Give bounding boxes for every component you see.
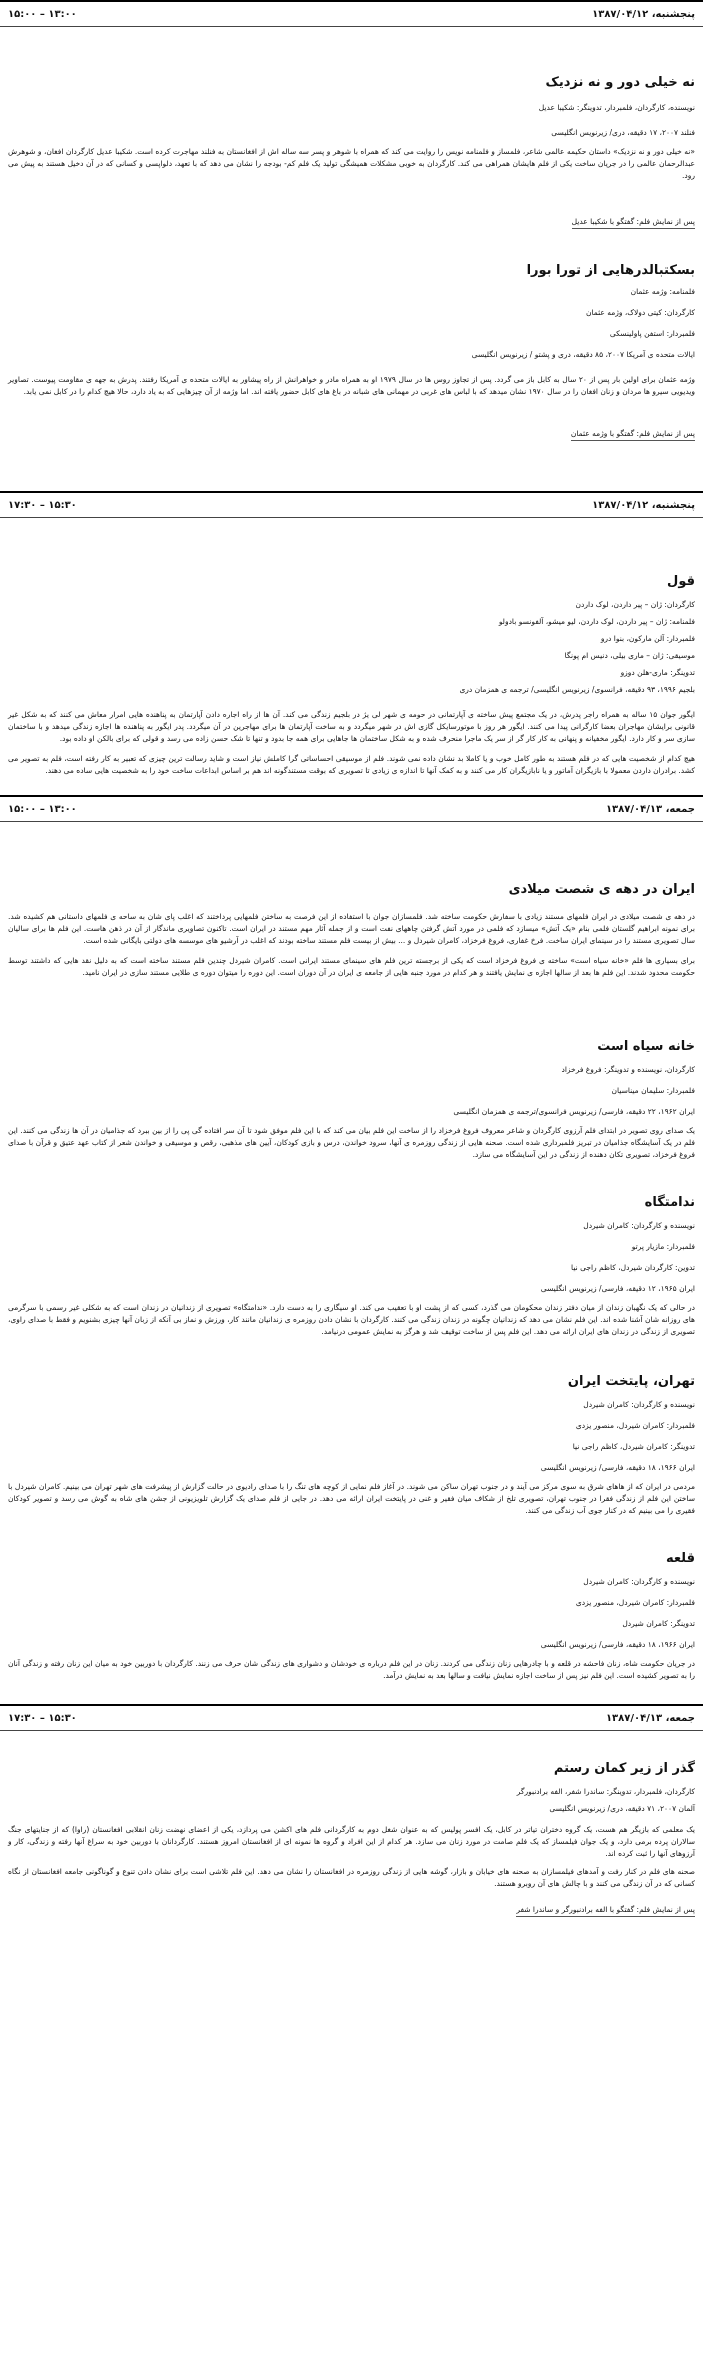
film-credit: ایالات متحده ی آمریکا ۲۰۰۷، ۸۵ دقیقه، دری و پشتو / زیرنویس انگلیسی <box>471 350 695 359</box>
day-time: ۱۵:۰۰ – ۱۳:۰۰ <box>8 804 77 815</box>
film-credit: فنلند ۲۰۰۷، ۱۷ دقیقه، دری/ زیرنویس انگلیسی <box>551 128 695 137</box>
film-synopsis: مردمی در ایران که از هاهای شرق به سوی مرکز می آیند و در جنوب تهران ساکن می شوند. در آغاز فلم نمایی از کوچه های تنگ را با صدای رادیوی در حالت گزارش از پیشرفت های شهر تهران می بینیم. کامران شیردل با ساختن این فلم از زندگی فقرا در جنوب تهران، تصویری تلخ از شکاف میان فقیر و غنی در پایتخت ایران ارائه می دهد. در جایی از فلم صدای یک گزارش تلویزیونی از جشن های شاه به گوش می رسد و تصویر کودکان فقیری را می بینیم که در کنار جوی آب زندگی می کنند. <box>8 1482 695 1515</box>
film-credit: نویسنده و کارگردان: کامران شیردل <box>583 1577 695 1586</box>
film-synopsis: در حالی که یک نگهبان زندان از میان دفتر زندان محکومان می گذرد، کسی که از پشت او با تعقیب می کند. او سیگاری را به دست دارد. «ندامتگاه» تصویری از زندانیان در زندان است که به شکلی غیر رسمی با سرگرمی های روزانه شان آشنا شده اند. این فلم نشان می دهد که زندانیان چگونه در زندان زندگی می کنند. کارگردان با نشان دادن روزمره ی زندانیان مانند کار، ورزش و نماز بی آنکه از زبان آنها چیزی بشنویم و فقط با صدای راوی، تصویری از زندگی در زندان های ایران ارائه می دهد. این فلم پس از ساخت توقیف شد و هرگز به نمایش عمومی درنیامد. <box>8 1303 695 1336</box>
after-screening-qa: پس از نمایش فلم: گفتگو با شکیبا عدیل <box>572 216 695 229</box>
film-credit: بلجیم ۱۹۹۶، ۹۳ دقیقه، فرانسوی/ زیرنویس انگلیسی/ ترجمه ی همزمان دری <box>459 685 695 694</box>
film-entry <box>0 983 703 1161</box>
film-title: ایران در دهه ی شصت میلادی <box>508 882 695 897</box>
after-screening-qa: پس از نمایش فلم: گفتگو با وژمه عثمان <box>571 428 695 441</box>
day-time: ۱۵:۰۰ – ۱۳:۰۰ <box>8 9 77 20</box>
film-synopsis: یک صدای روی تصویر در ابتدای فلم آرزوی کارگردان و شاعر معروف فروغ فرخزاد را از ساخت این فلم بیان می کند که با این فلم موفق شود تا آن سر افتاده گی پی را از بین ببرد که جذامیان در آن ها زندگی می کنند. این فلم در یک آسایشگاه جذامیان در تبریز فلمبرداری شده است. صحنه هایی از زندگی روزمره ی آنها، سرود خواندن، درس و بازی کودکان، آیین های مذهبی، رقص و موسیقی و خواندن شعر از کتاب عهد عتیق و قرآن با صدای فروغ فرخزاد، تصویری تکان دهنده از زندگی در این آسایشگاه می سازد. <box>8 1126 695 1159</box>
film-synopsis: وژمه عثمان برای اولین بار پس از ۲۰ سال به کابل باز می گردد. پس از تجاوز روس ها در سال ۱۹۷۹ او به همراه مادر و خواهرانش از راه پیشاور به ایالات متحده ی آمریکا رفتند. پدرش به جهه ی مقاومت پیوست. تصاویر ویدیویی سیرو ها مردان و زنان افغان را در سال ۱۹۷۰ نشان میدهد که با لباس های غربی در مهمانی های شبانه در باغ های کابل حضور یافته اند. اما وژمه از آن چیزهایی که به یاد دارد، حالا هیچ کدام را در کابل نمی یابد. <box>8 375 695 396</box>
film-entry <box>0 1731 703 1917</box>
film-credit: ایران ۱۹۶۵، ۱۲ دقیقه، فارسی/ زیرنویس انگلیسی <box>540 1284 695 1293</box>
day-time: ۱۷:۳۰ – ۱۵:۳۰ <box>8 1713 77 1724</box>
film-entry <box>0 27 703 229</box>
film-credit: ایران ۱۹۶۶، ۱۸ دقیقه، فارسی/ زیرنویس انگلیسی <box>540 1463 695 1472</box>
film-credit: فلمبردار: استفن پاولینسکی <box>609 329 695 338</box>
film-credit: فلمبردار: کامران شیردل، منصور یزدی <box>575 1421 695 1430</box>
film-title: قلعه <box>665 1551 695 1566</box>
day-date: پنجشنبه، ۱۳۸۷/۰۴/۱۲ <box>592 500 695 511</box>
film-synopsis: در دهه ی شصت میلادی در ایران فلمهای مستند زیادی با سفارش حکومت ساخته شد. فلمسازان جوان با استفاده از این فرصت به ساختن فلمهایی پرداختند که اغلب پای شان به ساحه ی فلمهای داستانی هم کشیده شد. برای نمونه ابراهیم گلستان فلمی بنام «یک آتش» میسازد که فلمی در مورد آتش گرفتن چاههای نفت است و از جمله آثار مهم مستند در ایران است. تاکنون تصاویری ماندگار از آن در ذهن هاست. این فلم ها برای سالیان سال تصویری مستند را در سینمای ایران ساخت. فرخ غفاری، فروغ فرخزاد، کامران شیردل و ... بیش از بیست فلم مستند ساخته بودند که اغلب در آرشیو های موسسه های دولتی بایگانی شده است. <box>8 912 695 945</box>
film-synopsis: برای بسیاری ها فلم «خانه سیاه است» ساخته ی فروغ فرخزاد است که یکی از برجسته ترین فلم های سینمای مستند ایرانی است. کامران شیردل چندین فلم مستند ساخته است که به دلیل نقد هایی که داشتند توسط حکومت محدود شدند. این فلم ها بعد از سالها اجازه ی نمایش یافتند و هر کدام در مورد جنبه هایی از جامعه ی ایران در آن دوران است. این دوره را میتوان دوره ی طلایی مستند سازی در ایران نامید. <box>8 956 695 977</box>
film-entry <box>0 1521 703 1682</box>
film-credit: کارگردان: ژان – پیر داردن، لوک داردن <box>575 600 695 609</box>
film-credit: نویسنده، کارگردان، فلمبردار، تدوینگر: شکیبا عدیل <box>538 103 695 112</box>
film-synopsis: در جریان حکومت شاه، زنان فاحشه در قلعه و با چادرهایی زنان زندگی می کردند. زنان در این فلم درباره ی خودشان و دشواری های زندگی شان حرف می زنند. کارگردان با دوربین خود به میان این زنان رفته و زندگی آنان را به تصویر کشیده است. این فلم نیز پس از ساخت اجازه نمایش نیافت و سالها بعد به نمایش درآمد. <box>8 1659 695 1680</box>
film-credit: ایران ۱۹۶۲، ۲۲ دقیقه، فارسی/ زیرنویس فرانسوی/ترجمه ی همزمان انگلیسی <box>453 1107 695 1116</box>
film-credit: کارگردان: کیتی دولاک، وژمه عثمان <box>585 308 695 317</box>
film-credit: تدوینگر: کامران شیردل <box>622 1619 695 1628</box>
film-title: ندامتگاه <box>644 1195 695 1210</box>
film-entry <box>0 518 703 777</box>
film-credit: فلمبردار: مازیار پرتو <box>631 1242 695 1251</box>
film-credit: فلمنامه: وژمه عثمان <box>630 287 695 296</box>
film-synopsis: صحنه های فلم در کنار رفت و آمدهای فیلمسازان به صحنه های خیابان و بازار، گوشه هایی از زندگی روزمره در افغانستان را نشان می دهد. این فلم تلاشی است برای نشان دادن تنوع و گوناگونی جامعه افغانستان از نگاه کسانی که در آن زندگی می کنند و با چالش های آن روبرو هستند. <box>8 1867 695 1888</box>
day-date: پنجشنبه، ۱۳۸۷/۰۴/۱۲ <box>592 9 695 20</box>
film-credit: نویسنده و کارگردان: کامران شیردل <box>583 1221 695 1230</box>
day-date: جمعه، ۱۳۸۷/۰۴/۱۳ <box>605 804 695 815</box>
day-time: ۱۷:۳۰ – ۱۵:۳۰ <box>8 500 77 511</box>
film-title: گذر از زیر کمان رستم <box>553 1761 695 1776</box>
film-title: تهران، پایتخت ایران <box>567 1374 695 1389</box>
film-title: بسکتبالدرهایی از تورا بورا <box>526 263 695 278</box>
film-credit: ایران ۱۹۶۶، ۱۸ دقیقه، فارسی/ زیرنویس انگلیسی <box>540 1640 695 1649</box>
film-synopsis: «نه خیلی دور و نه نزدیک» داستان حکیمه عالمی شاعر، فلمساز و فلمنامه نویس را روایت می کند که همراه با شوهر و پسر سه ساله اش از افغانستان به فنلند مهاجرت کرده است. شکیبا عدیل کارگردان افغان، و شوهرش عبدالرحمان عالمی را در جریان ساخت یکی از فلم هایشان همراهی می کند. کارگردان به خوبی مشکلات همیشگی تولید یک فلم کم- بودجه را نشان می دهد که با تعهد، دلواپسی و کسانی که در آن دخیل هستند به پیش می رود. <box>8 147 695 180</box>
film-credit: تدوینگر: کامران شیردل، کاظم راجی نیا <box>572 1442 695 1451</box>
film-synopsis: هیچ کدام از شخصیت هایی که در فلم هستند به طور کامل خوب و یا کاملا بد نشان داده نمی شوند. فلم از موسیقی احساساتی گرا کاملش نیاز است و شاید رسالت ترین چیزی که تعبیر به کار رفته است، فلم به تصویر می کشد. برادران داردن معمولا با بازیگران آماتور و یا نابازیگران کار می کنند و به کمک آنها تا اندازه ی زیادی تا تصویری که بوقت مستندگونه اند هم بر اساس ابداعات ساخت خود را به شخصیت هایی ساده می دهند. <box>8 754 695 775</box>
film-credit: فلمبردار: کامران شیردل، منصور یزدی <box>575 1598 695 1607</box>
day-header <box>0 0 703 27</box>
film-credit: فلمنامه: ژان – پیر داردن، لوک داردن، لیو میشو، آلفونسو بادولو <box>498 617 695 626</box>
film-synopsis: ایگور جوان ۱۵ ساله به همراه راجر پدرش، در یک مجتمع پیش ساخته ی آپارتمانی در حومه ی شهر لی یژ در بلجیم زندگی می کند. آن ها از راه اجاره دادن آپارتمان به پناهنده هایی امرار معاش می کنند که به شکل غیر قانونی برایشان مهاجران بعضا کارگرانی پیدا می کنند. ایگور هر روز با موتورسایکل گازی اش در شهر میگردد و به ساخت آپارتمان ها برای مهاجرین در آن میگردد. پدر ایگور به پناهنده ها اجازه زندگی میدهد و با ساختمان سازی سر و کار دارد. ایگور مخفیانه و پنهانی به کار کار گر از سر یک ماجرا منحرف شده و به شکل ساختمان ها جاهایی برای همه جا بدود و تنها تا شک حسن زاده می رسد و قولی که برای بالکن او داده بود. <box>8 710 695 743</box>
day-header <box>0 1704 703 1731</box>
film-entry <box>0 229 703 471</box>
film-synopsis: یک معلمی که بازیگر هم هست، یک گروه دختران تیاتر در کابل، یک افسر پولیس که به عنوان شغل دوم به کارگردانی فلم های اکشن می پردازد، یکی از اعضای نهضت زنان انقلابی افغانستان (راوا) که از جنایتهای جنگ سالاران پرده برمی دارد، و یک جوان فیلمساز که یک فلم صامت در مورد زنان می سازد. هر کدام از این افراد و گروه ها نمونه ای از افغانستان امروز هستند. کارگردانان با دوربین خود به سراغ آنها رفته و زندگی، کار و آرزوهای آنها را ثبت کرده اند. <box>8 1825 695 1858</box>
film-title: نه خیلی دور و نه نزدیک <box>545 75 695 90</box>
film-credit: فلمبردار: سلیمان میناسیان <box>611 1086 695 1095</box>
film-credit: تدوین: کارگردان شیردل، کاظم راجی نیا <box>571 1263 695 1272</box>
film-title: خانه سیاه است <box>597 1039 695 1054</box>
day-header <box>0 795 703 822</box>
film-credit: فلمبردار: آلن مارکون، بنوا درو <box>600 634 695 643</box>
film-title: قول <box>667 574 695 589</box>
after-screening-qa: پس از نمایش فلم: گفتگو با الفه برادنبورگر و ساندرا شفر <box>516 1904 695 1917</box>
day-date: جمعه، ۱۳۸۷/۰۴/۱۳ <box>605 1713 695 1724</box>
film-credit: آلمان ۲۰۰۷، ۷۱ دقیقه، دری/ زیرنویس انگلیسی <box>549 1804 695 1813</box>
film-credit: موسیقی: ژان – ماری بیلی، دنیس ام پونگا <box>564 651 695 660</box>
film-entry <box>0 1342 703 1517</box>
film-credit: نویسنده و کارگردان: کامران شیردل <box>583 1400 695 1409</box>
film-credit: کارگردان، نویسنده و تدوینگر: فروغ فرخزاد <box>561 1065 695 1074</box>
film-credit: کارگردان، فلمبردار، تدوینگر: ساندرا شفر، الفه برادنبورگر <box>516 1787 695 1796</box>
film-entry <box>0 1165 703 1338</box>
day-header <box>0 491 703 518</box>
film-credit: تدوینگر: ماری-هلن دوزو <box>620 668 695 677</box>
film-entry <box>0 822 703 979</box>
